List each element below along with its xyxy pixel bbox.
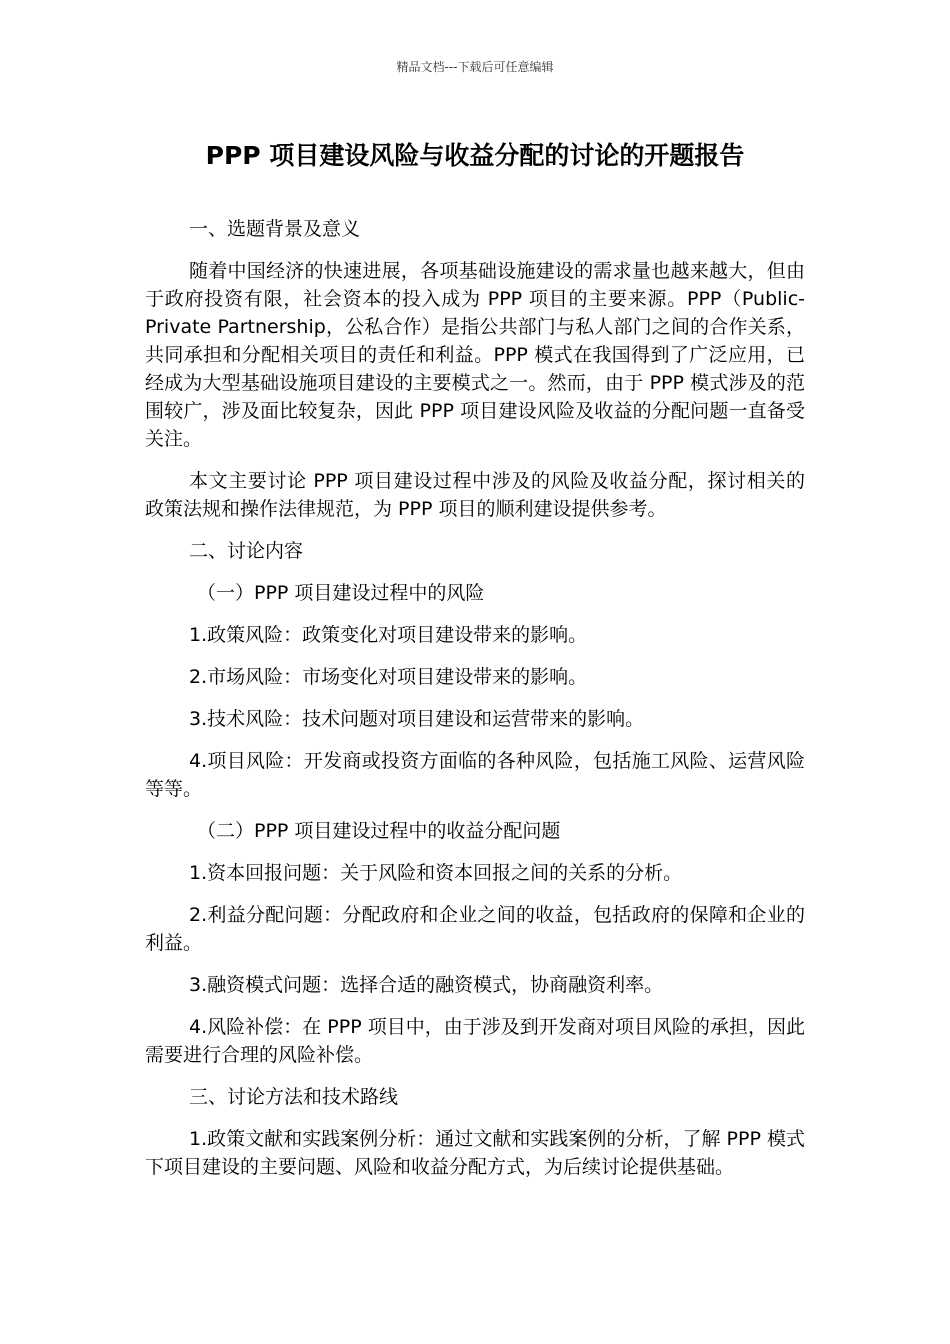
list-item-risk-compensation: 4.风险补偿：在 PPP 项目中，由于涉及到开发商对项目风险的承担，因此需要进行合理的风险补偿。 — [145, 1016, 805, 1066]
paragraph-background: 随着中国经济的快速进展，各项基础设施建设的需求量也越来越大，但由于政府投资有限，社会资本的投入成为 PPP 项目的主要来源。PPP（Public-Private Partnership，公私合作）是指公共部门与私人部门之间的合作关系，共同承担和分配相关项目的责任和利益。PPP 模式在我国得到了广泛应用，已经成为大型基础设施项目建设的主要模式之一。然而，由于 PPP 模式涉及的范围较广，涉及面比较复杂，因此 PPP 项目建设风险及收益的分配问题一直备受关注。 — [145, 260, 805, 450]
list-item-project-risk: 4.项目风险：开发商或投资方面临的各种风险，包括施工风险、运营风险等等。 — [145, 750, 805, 800]
section-heading-content: 二、讨论内容 — [189, 540, 304, 562]
paragraph-purpose: 本文主要讨论 PPP 项目建设过程中涉及的风险及收益分配，探讨相关的政策法规和操作法律规范，为 PPP 项目的顺利建设提供参考。 — [145, 470, 805, 520]
list-item-technical-risk: 3.技术风险：技术问题对项目建设和运营带来的影响。 — [189, 708, 645, 730]
subsection-heading-revenue: （二）PPP 项目建设过程中的收益分配问题 — [197, 820, 561, 842]
document-body — [145, 215, 805, 1195]
list-item-capital-return: 1.资本回报问题：关于风险和资本回报之间的关系的分析。 — [189, 862, 683, 884]
document-title: PPP 项目建设风险与收益分配的讨论的开题报告 — [205, 141, 745, 170]
subsection-heading-risks: （一）PPP 项目建设过程中的风险 — [197, 582, 485, 604]
list-item-financing-mode: 3.融资模式问题：选择合适的融资模式，协商融资利率。 — [189, 974, 664, 996]
list-item-market-risk: 2.市场风险：市场变化对项目建设带来的影响。 — [189, 666, 588, 688]
list-item-policy-risk: 1.政策风险：政策变化对项目建设带来的影响。 — [189, 624, 588, 646]
section-heading-background: 一、选题背景及意义 — [189, 218, 361, 240]
page-header-note: 精品文档---下载后可任意编辑 — [396, 60, 554, 74]
list-item-literature-analysis: 1.政策文献和实践案例分析：通过文献和实践案例的分析，了解 PPP 模式下项目建设的主要问题、风险和收益分配方式，为后续讨论提供基础。 — [145, 1128, 805, 1178]
section-heading-methods: 三、讨论方法和技术路线 — [189, 1086, 399, 1108]
list-item-benefit-distribution: 2.利益分配问题：分配政府和企业之间的收益，包括政府的保障和企业的利益。 — [145, 904, 805, 954]
